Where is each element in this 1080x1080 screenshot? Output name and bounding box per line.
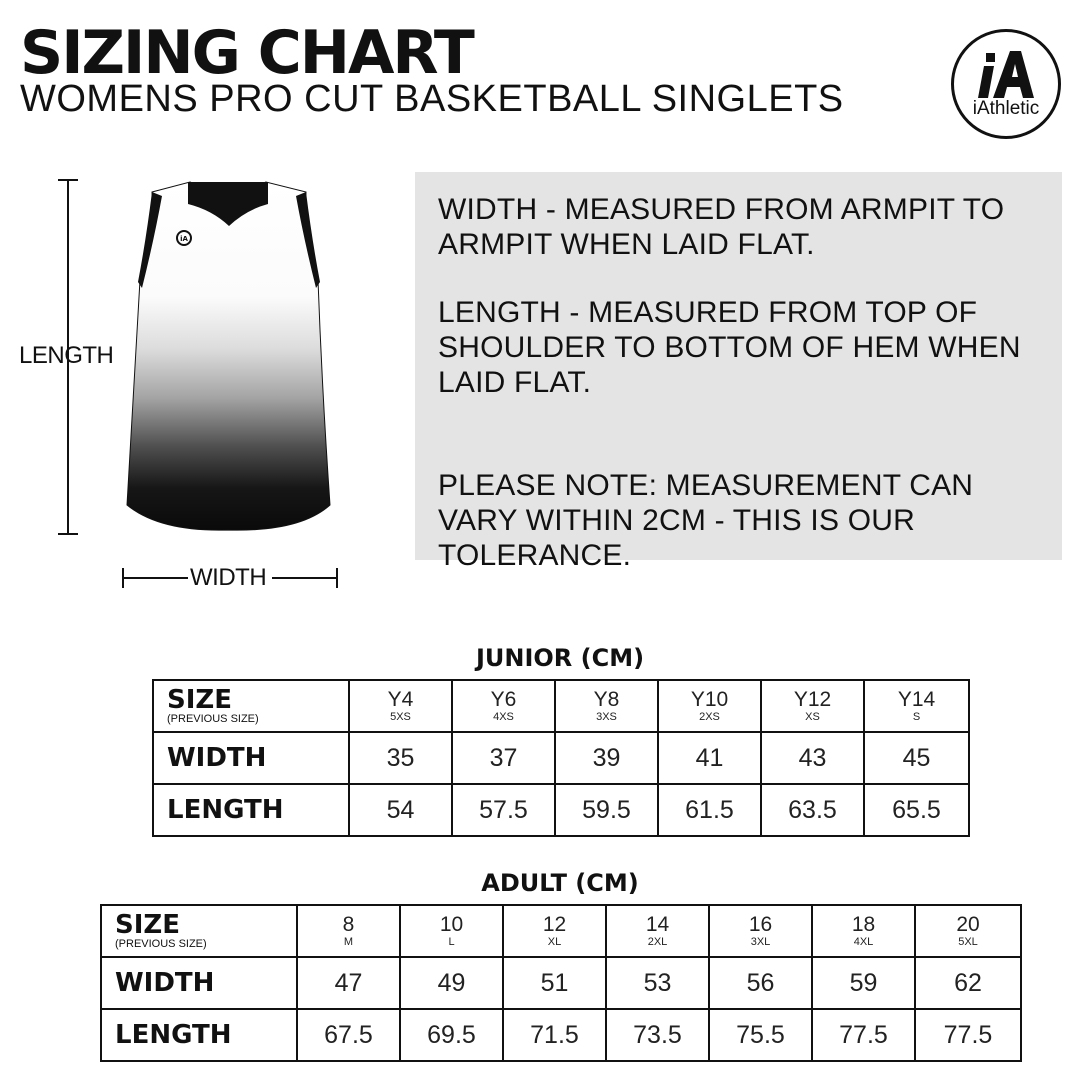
previous-size-value: 2XS — [699, 710, 720, 723]
previous-size-value: 4XL — [853, 935, 874, 948]
singlet-icon — [127, 182, 330, 530]
width-cell: 35 — [349, 732, 452, 784]
size-cell — [761, 680, 864, 732]
length-cell: 69.5 — [400, 1009, 503, 1061]
size-cell — [658, 680, 761, 732]
size-value: 18 — [851, 912, 876, 936]
length-cell: 77.5 — [812, 1009, 915, 1061]
width-cell: 47 — [297, 957, 400, 1009]
table-row — [153, 732, 969, 784]
adult-size-table — [100, 904, 1022, 1062]
size-cell — [297, 905, 400, 957]
table-row — [101, 957, 1021, 1009]
ia-logo-icon — [954, 32, 1058, 136]
length-cell: 54 — [349, 784, 452, 836]
size-cell — [709, 905, 812, 957]
size-value: 16 — [748, 912, 773, 936]
size-label: SIZE — [167, 684, 233, 715]
size-value: Y12 — [793, 687, 832, 711]
size-cell — [606, 905, 709, 957]
width-cell: 53 — [606, 957, 709, 1009]
size-value: Y6 — [490, 687, 517, 711]
length-note: LENGTH - MEASURED FROM TOP OF SHOULDER TO BOTTOM OF HEM WHEN LAID FLAT. — [438, 296, 1021, 399]
page-subtitle: WOMENS PRO CUT BASKETBALL SINGLETS — [20, 78, 844, 120]
previous-size-value: 3XL — [750, 935, 771, 948]
previous-size-label: (PREVIOUS SIZE) — [167, 712, 259, 725]
previous-size-value: XS — [805, 710, 820, 723]
previous-size-value: S — [912, 710, 921, 723]
length-row-label: LENGTH — [153, 784, 349, 836]
page-title: SIZING CHART — [20, 18, 473, 88]
previous-size-value: 2XL — [647, 935, 668, 948]
size-cell — [812, 905, 915, 957]
width-cell: 62 — [915, 957, 1021, 1009]
width-row-label: WIDTH — [153, 732, 349, 784]
size-value: 8 — [342, 912, 355, 936]
table-row — [153, 680, 969, 732]
size-value: 14 — [645, 912, 670, 936]
table-row — [101, 1009, 1021, 1061]
previous-size-value: M — [343, 935, 354, 948]
svg-text:iA: iA — [180, 235, 188, 243]
width-cell: 37 — [452, 732, 555, 784]
size-value: Y14 — [897, 687, 936, 711]
size-value: 12 — [542, 912, 567, 936]
previous-size-value: 5XS — [390, 710, 411, 723]
size-cell — [915, 905, 1021, 957]
size-value: Y10 — [690, 687, 729, 711]
length-cell: 63.5 — [761, 784, 864, 836]
length-row-label: LENGTH — [101, 1009, 297, 1061]
tolerance-note: PLEASE NOTE: MEASUREMENT CAN VARY WITHIN 2CM - THIS IS OUR TOLERANCE. — [438, 469, 974, 572]
previous-size-value: 5XL — [958, 935, 978, 948]
length-cell: 57.5 — [452, 784, 555, 836]
width-cell: 39 — [555, 732, 658, 784]
size-value: 10 — [439, 912, 464, 936]
previous-size-value: 4XS — [493, 710, 514, 723]
adult-table-title: ADULT (CM) — [481, 869, 639, 897]
length-cell: 71.5 — [503, 1009, 606, 1061]
size-value: Y8 — [593, 687, 620, 711]
length-cell: 59.5 — [555, 784, 658, 836]
width-note: WIDTH - MEASURED FROM ARMPIT TO ARMPIT WHEN LAID FLAT. — [438, 193, 1005, 261]
size-cell — [555, 680, 658, 732]
size-value: 20 — [956, 912, 980, 936]
size-cell — [503, 905, 606, 957]
size-value: Y4 — [387, 687, 414, 711]
brand-logo — [951, 29, 1061, 139]
previous-size-value: L — [448, 935, 455, 948]
measurement-lines — [0, 170, 400, 600]
width-cell: 45 — [864, 732, 969, 784]
width-cell: 56 — [709, 957, 812, 1009]
previous-size-label: (PREVIOUS SIZE) — [115, 937, 207, 950]
length-cell: 75.5 — [709, 1009, 812, 1061]
length-cell: 61.5 — [658, 784, 761, 836]
measurement-diagram — [0, 170, 400, 600]
size-cell — [400, 905, 503, 957]
previous-size-value: XL — [547, 935, 562, 948]
size-cell — [349, 680, 452, 732]
width-cell: 41 — [658, 732, 761, 784]
width-row-label: WIDTH — [101, 957, 297, 1009]
width-cell: 59 — [812, 957, 915, 1009]
length-cell: 77.5 — [915, 1009, 1021, 1061]
junior-table-title: JUNIOR (CM) — [475, 644, 645, 672]
size-label: SIZE — [115, 909, 181, 940]
previous-size-value: 3XS — [596, 710, 617, 723]
width-cell: 51 — [503, 957, 606, 1009]
length-cell: 67.5 — [297, 1009, 400, 1061]
width-cell: 43 — [761, 732, 864, 784]
size-cell — [864, 680, 969, 732]
width-label: WIDTH — [190, 564, 267, 591]
size-header-cell — [101, 905, 297, 957]
logo-wordmark: iAthletic — [972, 98, 1040, 119]
size-cell — [452, 680, 555, 732]
junior-size-table — [152, 679, 970, 837]
table-row — [101, 905, 1021, 957]
length-cell: 73.5 — [606, 1009, 709, 1061]
measurement-notes — [415, 172, 1062, 572]
length-label: LENGTH — [19, 342, 114, 369]
size-header-cell — [153, 680, 349, 732]
table-row — [153, 784, 969, 836]
length-cell: 65.5 — [864, 784, 969, 836]
width-cell: 49 — [400, 957, 503, 1009]
